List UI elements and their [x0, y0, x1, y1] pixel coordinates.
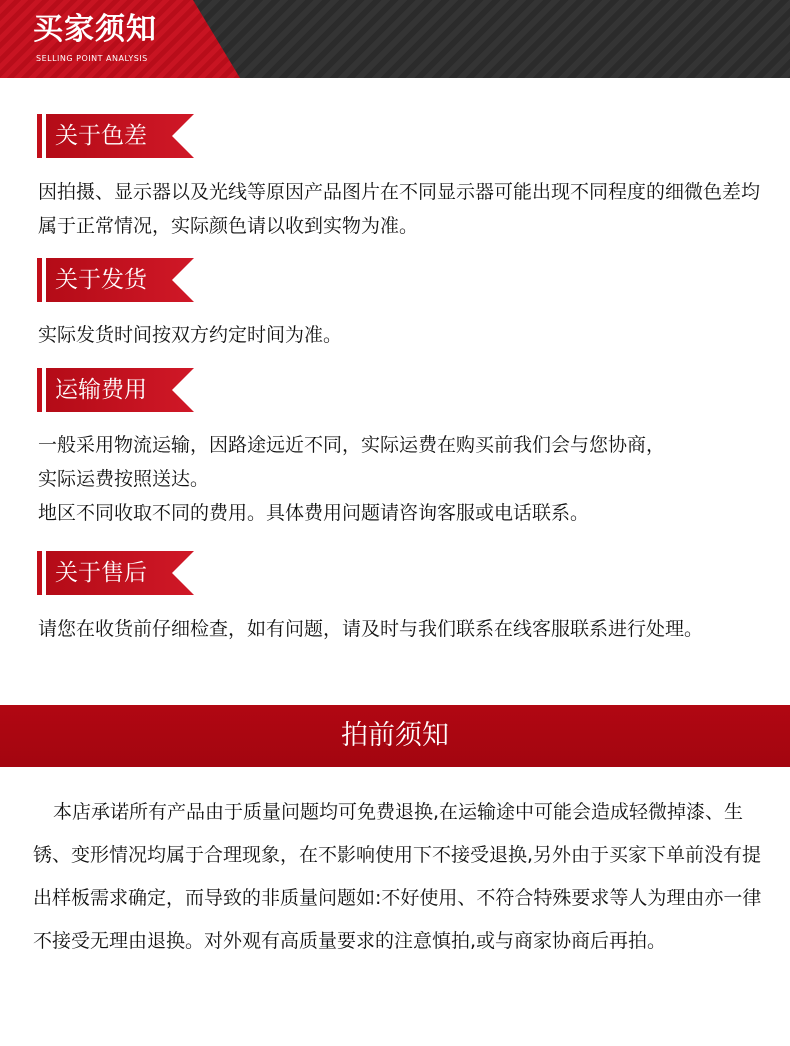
section-text-aftersales: [38, 612, 773, 646]
banner-subtitle: SELLING POINT ANALYSIS: [36, 54, 148, 63]
notice-band: [0, 705, 790, 767]
paragraph-line: 实际运费按照送达。: [38, 468, 210, 490]
paragraph-line: 地区不同收取不同的费用。具体费用问题请咨询客服或电话联系。: [38, 502, 590, 524]
section-heading: 关于售后: [55, 560, 147, 586]
section-heading: 运输费用: [55, 377, 147, 403]
section-text-freight: [38, 428, 773, 530]
tag-accent-bar: [37, 258, 42, 302]
paragraph-line: 一般采用物流运输，因路途远近不同，实际运费在购买前我们会与您协商，: [38, 434, 666, 456]
paragraph-line: 请您在收货前仔细检查，如有问题，请及时与我们联系在线客服联系进行处理。: [38, 618, 704, 640]
section-text-shipping: [38, 318, 773, 352]
notice-body: 本店承诺所有产品由于质量问题均可免费退换,在运输途中可能会造成轻微掉漆、生锈、变形情况均属于合理现象，在不影响使用下不接受退换,另外由于买家下单前没有提出样板需求确定，而导致的非质量问题如:不好使用、不符合特殊要求等人为理由亦一律不接受无理由退换。对外观有高质量要求的注意慎拍,或与商家协商后再拍。: [33, 801, 762, 952]
tag-accent-bar: [37, 551, 42, 595]
section-heading: 关于发货: [55, 267, 147, 293]
notice-title: 拍前须知: [341, 720, 449, 751]
section-text-color: [38, 175, 773, 243]
tag-accent-bar: [37, 368, 42, 412]
paragraph-line: 因拍摄、显示器以及光线等原因产品图片在不同显示器可能出现不同程度的细微色差均属于正常情况，实际颜色请以收到实物为准。: [38, 181, 761, 237]
section-heading: 关于色差: [55, 123, 147, 149]
banner-title: 买家须知: [33, 12, 157, 47]
header-banner: [0, 0, 790, 78]
paragraph-line: 实际发货时间按双方约定时间为准。: [38, 324, 343, 346]
tag-accent-bar: [37, 114, 42, 158]
